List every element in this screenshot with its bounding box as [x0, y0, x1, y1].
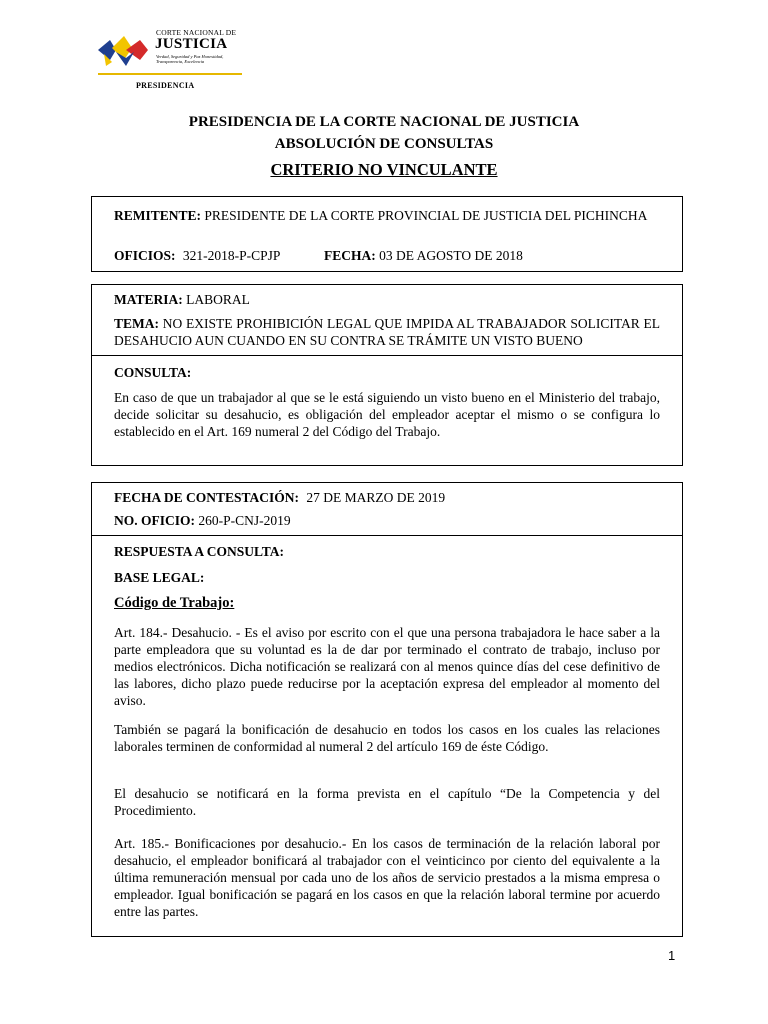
sender-value: PRESIDENTE DE LA CORTE PROVINCIAL DE JUSTICIA DEL PICHINCHA	[204, 208, 648, 223]
consulta-text: En caso de que un trabajador al que se le está siguiendo un visto bueno en el Ministerio del trabajo, decide solicitar su desahucio, es obligación del empleador aceptar el mismo o se configura lo establecido en el Art. 169 numeral 2 del Código del Trabajo.	[114, 390, 660, 439]
sender-label: REMITENTE:	[114, 208, 202, 223]
logo-subtitle: PRESIDENCIA	[136, 81, 195, 90]
contestacion-row	[114, 489, 660, 506]
document-title: PRESIDENCIA DE LA CORTE NACIONAL DE JUSTICIA	[188, 114, 580, 130]
respuesta-label: RESPUESTA A CONSULTA:	[114, 544, 285, 559]
materia-label: MATERIA:	[114, 292, 183, 307]
logo-divider	[98, 73, 242, 75]
oficios-value: 321-2018-P-CPJP	[182, 248, 281, 263]
response-box	[91, 482, 683, 937]
topic-box	[91, 284, 683, 466]
tema-label: TEMA:	[114, 316, 159, 331]
oficio-number-row	[114, 512, 660, 529]
divider	[92, 535, 682, 536]
sender-box	[91, 196, 683, 272]
court-logo	[96, 28, 244, 94]
tema-row	[114, 315, 660, 349]
oficios-label: OFICIOS:	[114, 248, 176, 263]
consulta-heading	[114, 364, 660, 381]
oficio-row	[114, 247, 660, 264]
base-legal-label: BASE LEGAL:	[114, 570, 205, 585]
codigo-heading	[114, 595, 660, 612]
contestacion-label: FECHA DE CONTESTACIÓN:	[114, 490, 300, 505]
respuesta-heading	[114, 543, 660, 560]
base-legal-heading	[114, 569, 660, 586]
tema-value: NO EXISTE PROHIBICIÓN LEGAL QUE IMPIDA AL TRABAJADOR SOLICITAR EL DESAHUCIO AUN CUANDO EN SU CONTRA SE TRÁMITE UN VISTO BUENO	[114, 316, 660, 348]
consulta-label: CONSULTA:	[114, 365, 192, 380]
logo-line1: CORTE NACIONAL DE	[156, 28, 237, 37]
contestacion-value: 27 DE MARZO DE 2019	[306, 490, 446, 505]
fecha-value: 03 DE AGOSTO DE 2018	[379, 248, 523, 263]
divider	[92, 355, 682, 356]
document-subtitle: ABSOLUCIÓN DE CONSULTAS	[274, 136, 494, 152]
logo-tagline: Verdad, Seguridad y Paz Honestidad, Transparencia, Excelencia	[156, 54, 224, 64]
page-number: 1	[668, 948, 676, 963]
sender-row	[114, 207, 660, 224]
logo-line2: JUSTICIA	[155, 36, 228, 52]
oficio-number-label: NO. OFICIO:	[114, 513, 195, 528]
materia-value: LABORAL	[186, 292, 250, 307]
notifica-text: El desahucio se notificará en la forma prevista en el capítulo “De la Competencia y del Procedimiento.	[114, 786, 660, 818]
art185-text: Art. 185.- Bonificaciones por desahucio.- En los casos de terminación de la relación laboral por desahucio, el empleador bonificará al trabajador con el veinticinco por ciento del equivalente a la última remuneración mensual por cada uno de los años de servicio prestados a la misma empresa o empleador. Igual bonificación se pagará en los casos en que la relación laboral termine por acuerdo entre las partes.	[114, 836, 660, 919]
fecha-label: FECHA:	[324, 248, 376, 263]
art184-text: Art. 184.- Desahucio. - Es el aviso por escrito con el que una persona trabajadora le hace saber a la parte empleadora que su voluntad es la de dar por terminado el contrato de trabajo, incluso por medios electrónicos. Dicha notificación se realizará con al menos quince días del cese definitivo de las labores, dicho plazo puede reducirse por la aceptación expresa del empleador al momento del aviso.	[114, 625, 660, 708]
logo-emblem-icon	[96, 32, 154, 68]
document-criterion: CRITERIO NO VINCULANTE	[270, 160, 498, 179]
materia-row	[114, 291, 660, 308]
tambien-text: También se pagará la bonificación de desahucio en todos los casos en los cuales las relaciones laborales terminen de conformidad al numeral 2 del artículo 169 de éste Código.	[114, 722, 660, 754]
oficio-number-value: 260-P-CNJ-2019	[198, 513, 291, 528]
codigo-label: Código de Trabajo:	[114, 595, 235, 611]
